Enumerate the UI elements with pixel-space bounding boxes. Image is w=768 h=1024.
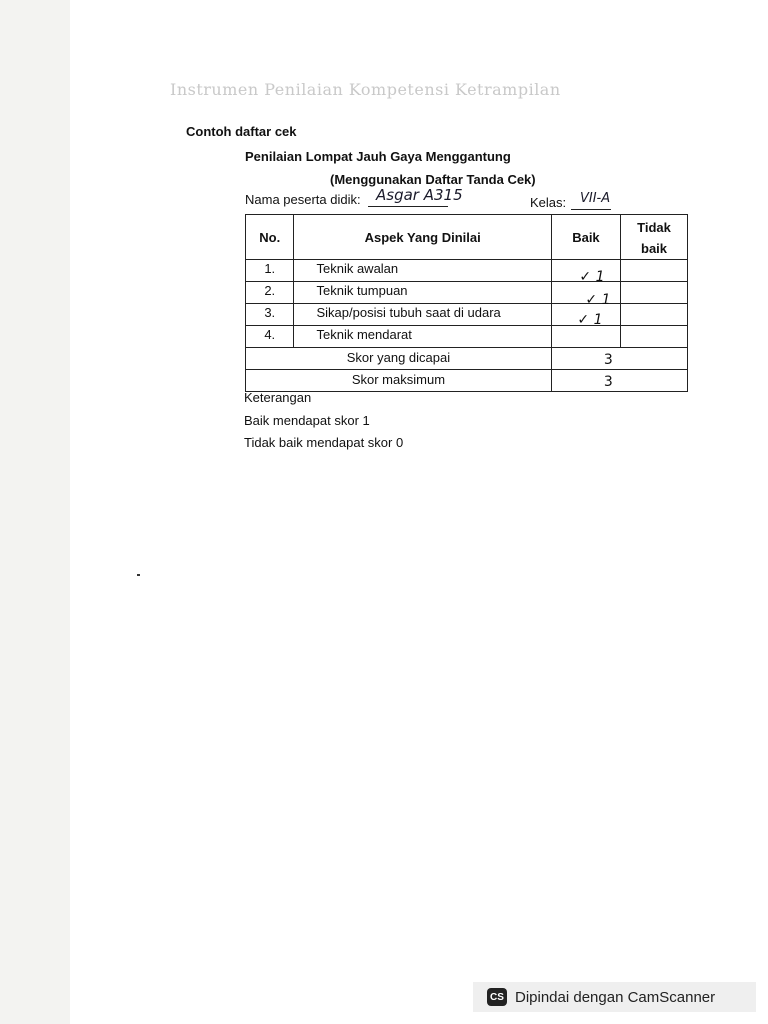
scan-speck xyxy=(137,574,140,576)
table-row xyxy=(246,326,688,348)
section-title: Contoh daftar cek xyxy=(186,124,297,139)
table-row xyxy=(246,304,688,326)
score-achieved-cell xyxy=(551,348,687,370)
header-baik: Baik xyxy=(551,215,620,260)
row-no: 2. xyxy=(246,282,294,304)
page-margin xyxy=(0,0,70,1024)
score-maximum-value: 3 xyxy=(603,374,613,390)
row-tidak-baik-cell xyxy=(621,282,688,304)
header-tidak-baik-line2: baik xyxy=(641,241,668,256)
row-no: 3. xyxy=(246,304,294,326)
header-tidak-baik xyxy=(621,215,688,260)
row-no: 4. xyxy=(246,326,294,348)
row-aspek: Teknik tumpuan xyxy=(294,282,551,304)
score-achieved-label: Skor yang dicapai xyxy=(246,348,552,370)
score-achieved-value: 3 xyxy=(603,352,613,368)
check-mark: ✓ 1 xyxy=(585,292,611,308)
row-baik-cell xyxy=(551,260,620,285)
student-name-value: Asgar A315 xyxy=(376,186,463,204)
student-name-underline xyxy=(368,206,448,207)
camscanner-watermark xyxy=(473,982,756,1012)
document-title: Penilaian Lompat Jauh Gaya Menggantung xyxy=(245,149,511,164)
checklist-table xyxy=(245,214,688,392)
table-row xyxy=(246,282,688,304)
row-tidak-baik-cell xyxy=(621,326,688,348)
score-maximum-label: Skor maksimum xyxy=(246,370,552,392)
row-aspek: Teknik awalan xyxy=(294,260,551,282)
row-aspek: Teknik mendarat xyxy=(294,326,551,348)
header-aspek: Aspek Yang Dinilai xyxy=(294,215,551,260)
class-label: Kelas: xyxy=(530,195,567,210)
score-maximum-cell xyxy=(551,370,687,392)
class-underline xyxy=(571,209,611,210)
faded-header: Instrumen Penilaian Kompetensi Ketrampilan xyxy=(170,80,561,99)
notes-title: Keterangan xyxy=(244,390,312,405)
camscanner-logo: CS xyxy=(487,988,507,1006)
check-mark: ✓ 1 xyxy=(579,269,605,285)
score-maximum-row xyxy=(246,370,688,392)
row-baik-cell xyxy=(551,326,620,348)
check-mark: ✓ 1 xyxy=(577,312,603,328)
notes-line-2: Tidak baik mendapat skor 0 xyxy=(244,435,404,450)
row-no: 1. xyxy=(246,260,294,282)
class-value: VII-A xyxy=(580,191,611,206)
row-tidak-baik-cell xyxy=(621,260,688,282)
student-name-label: Nama peserta didik: xyxy=(245,192,361,207)
row-aspek: Sikap/posisi tubuh saat di udara xyxy=(294,304,551,326)
document-subtitle: (Menggunakan Daftar Tanda Cek) xyxy=(330,172,536,187)
header-tidak-baik-line1: Tidak xyxy=(637,220,671,235)
camscanner-text: Dipindai dengan CamScanner xyxy=(515,988,716,1006)
score-achieved-row xyxy=(246,348,688,370)
table-row xyxy=(246,260,688,282)
header-no: No. xyxy=(246,215,294,260)
row-tidak-baik-cell xyxy=(621,304,688,326)
notes-line-1: Baik mendapat skor 1 xyxy=(244,413,370,428)
table-header-row xyxy=(246,215,688,260)
